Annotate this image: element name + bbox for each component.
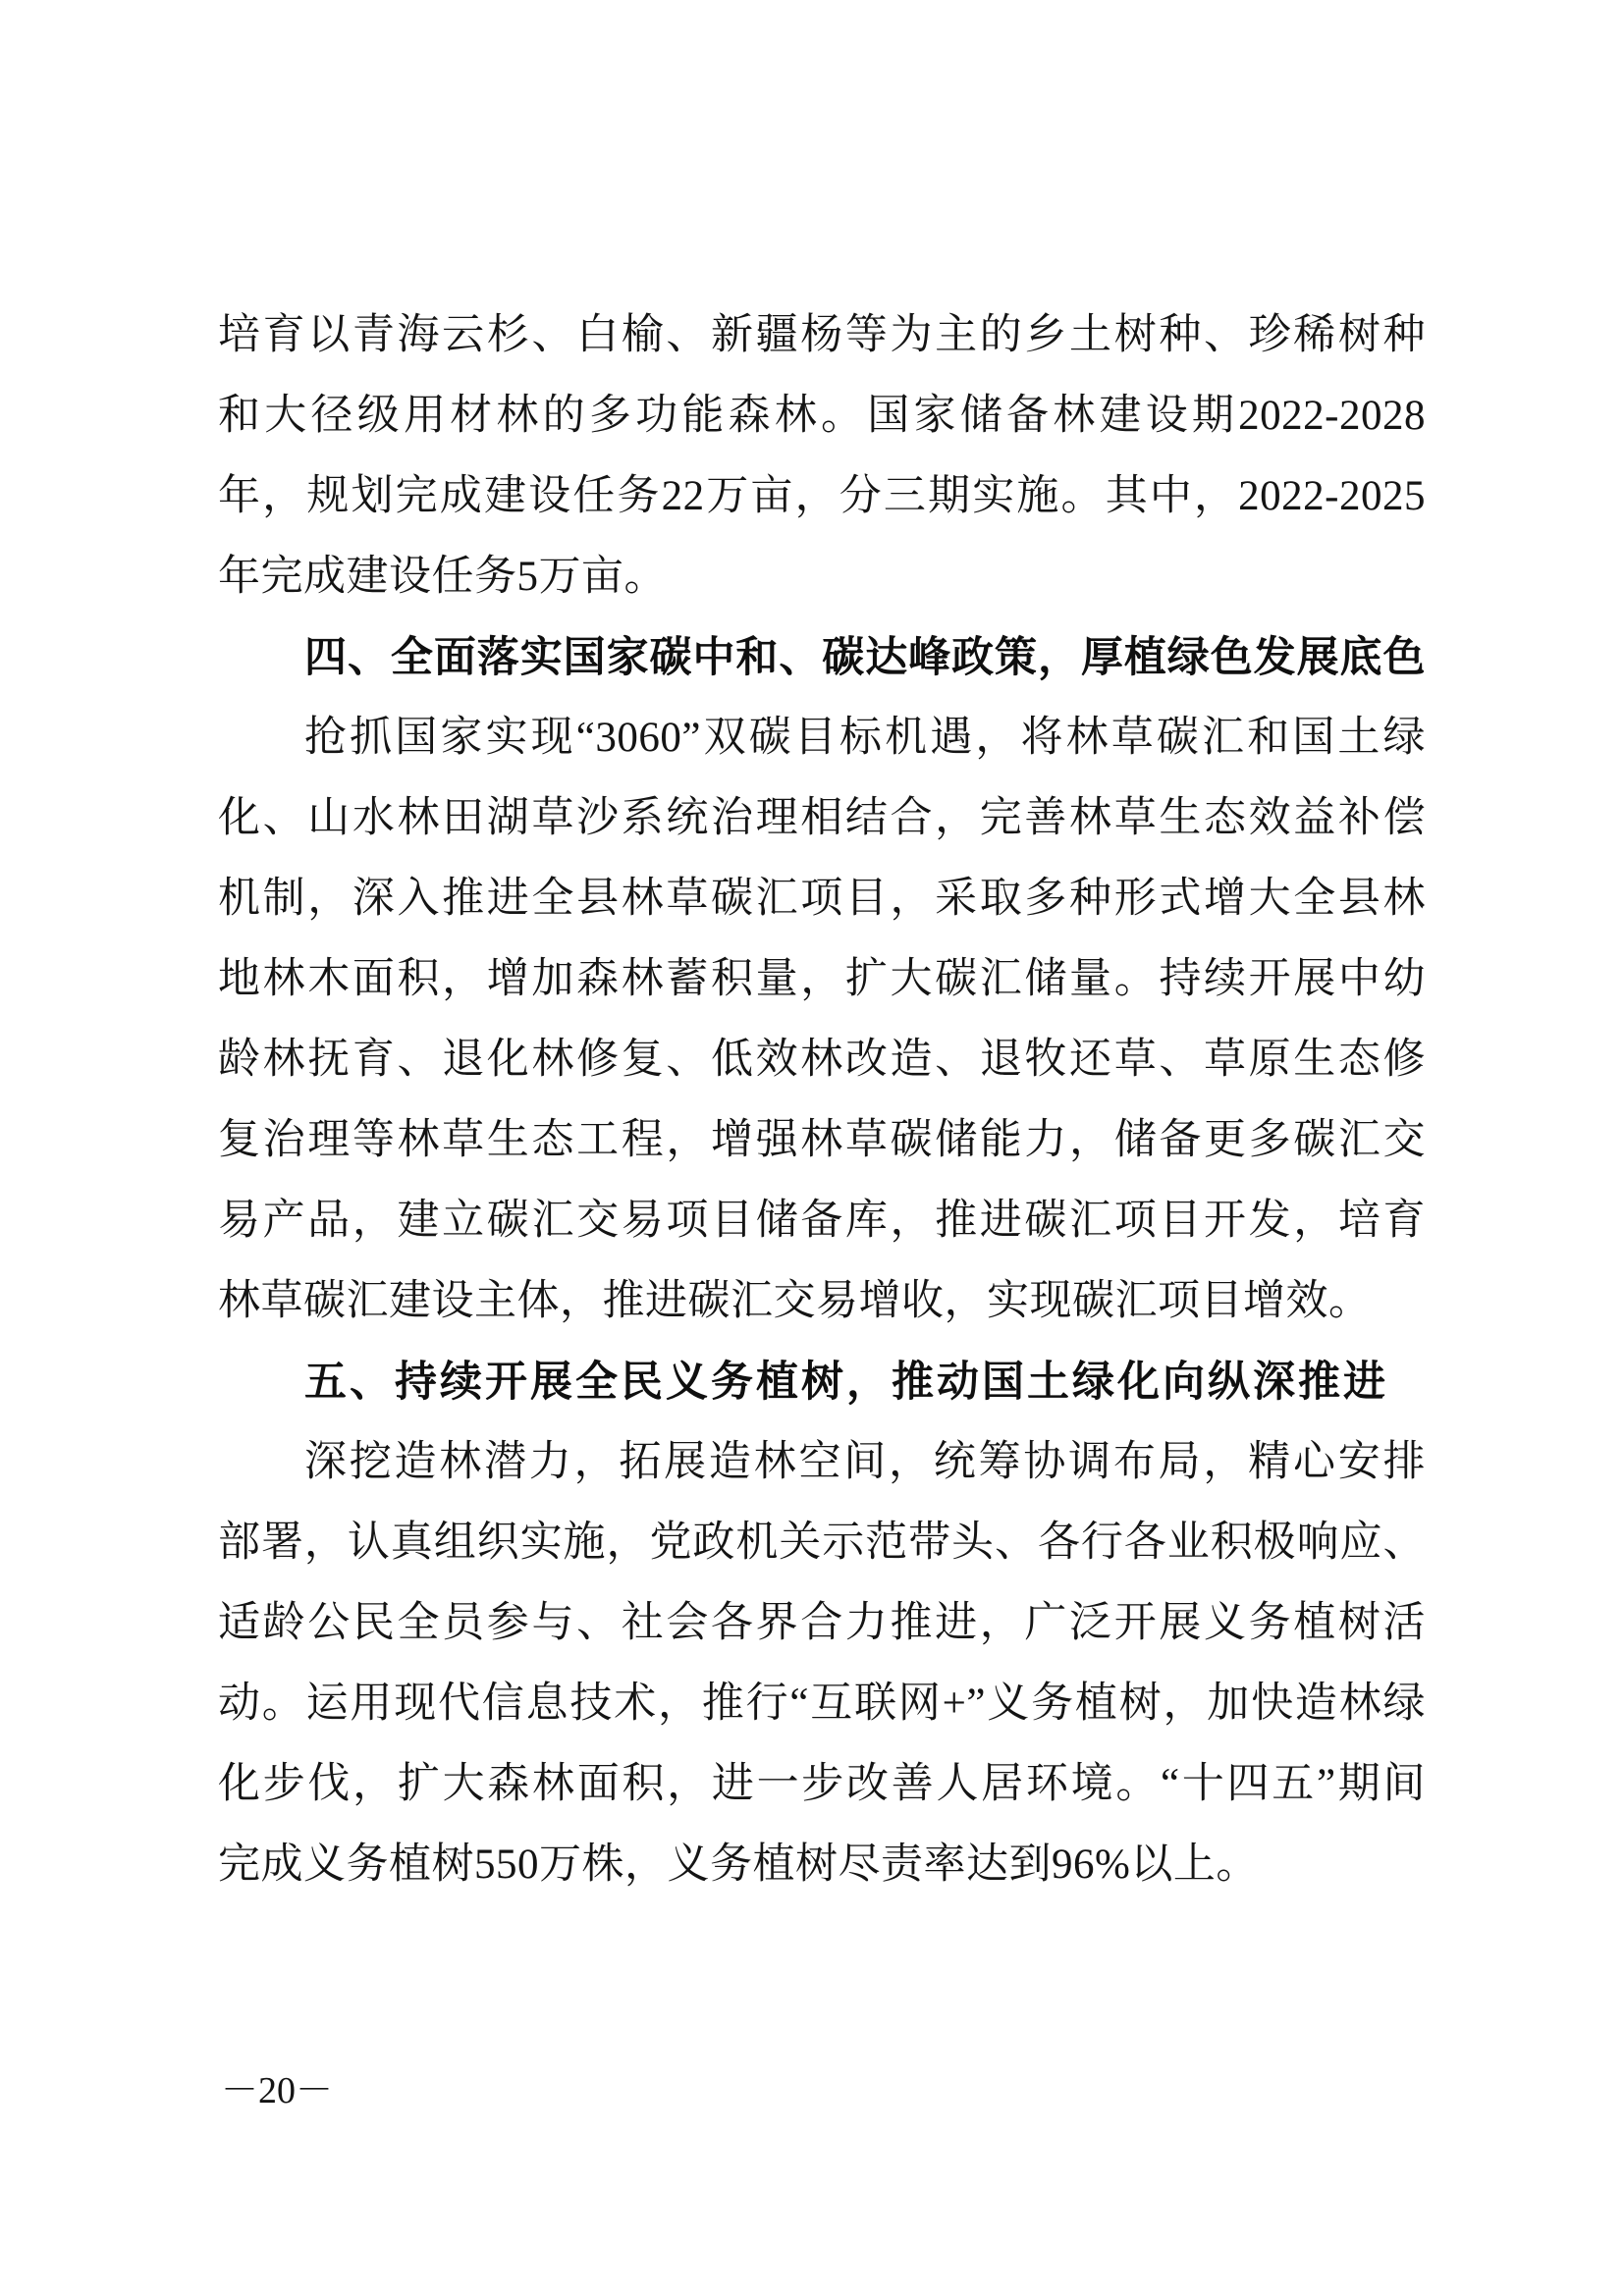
paragraph-line: 适龄公民全员参与、社会各界合力推进，广泛开展义务植树活 [218,1600,1426,1646]
page-number: －20－ [221,2070,334,2111]
paragraph-line: 年，规划完成建设任务22万亩，分三期实施。其中，2022-2025 [218,473,1426,519]
paragraph-line: 复治理等林草生态工程，增强林草碳储能力，储备更多碳汇交 [218,1117,1426,1163]
paragraph-line: 机制，深入推进全县林草碳汇项目，采取多种形式增大全县林 [218,876,1426,922]
section-5-paragraph [218,1422,1426,1905]
body-text [218,295,1426,1905]
section-heading-4: 四、全面落实国家碳中和、碳达峰政策，厚植绿色发展底色 [304,633,1426,682]
paragraph-line: 化、山水林田湖草沙系统治理相结合，完善林草生态效益补偿 [218,795,1426,841]
section-heading-5: 五、持续开展全民义务植树，推动国土绿化向纵深推进 [304,1358,1388,1407]
paragraph-line: 完成义务植树550万株，义务植树尽责率达到96%以上。 [218,1842,1259,1888]
paragraph-line: 抢抓国家实现“3060”双碳目标机遇，将林草碳汇和国土绿 [304,715,1426,761]
paragraph-line: 龄林抚育、退化林修复、低效林改造、退牧还草、草原生态修 [218,1037,1426,1083]
paragraph-line: 部署，认真组织实施，党政机关示范带头、各行各业积极响应、 [218,1520,1426,1566]
continuation-paragraph [218,295,1426,617]
paragraph-line: 培育以青海云杉、白榆、新疆杨等为主的乡土树种、珍稀树种 [218,312,1426,358]
paragraph-line: 动。运用现代信息技术，推行“互联网+”义务植树，加快造林绿 [218,1681,1426,1727]
paragraph-line: 地林木面积，增加森林蓄积量，扩大碳汇储量。持续开展中幼 [218,956,1426,1002]
paragraph-line: 和大径级用材林的多功能森林。国家储备林建设期2022-2028 [218,393,1426,439]
paragraph-line: 年完成建设任务5万亩。 [218,554,667,600]
paragraph-line: 易产品，建立碳汇交易项目储备库，推进碳汇项目开发，培育 [218,1198,1426,1244]
paragraph-line: 林草碳汇建设主体，推进碳汇交易增收，实现碳汇项目增效。 [218,1278,1372,1324]
paragraph-line: 深挖造林潜力，拓展造林空间，统筹协调布局，精心安排 [304,1439,1426,1485]
paragraph-line: 化步伐，扩大森林面积，进一步改善人居环境。“十四五”期间 [218,1761,1426,1807]
section-4-paragraph [218,698,1426,1342]
